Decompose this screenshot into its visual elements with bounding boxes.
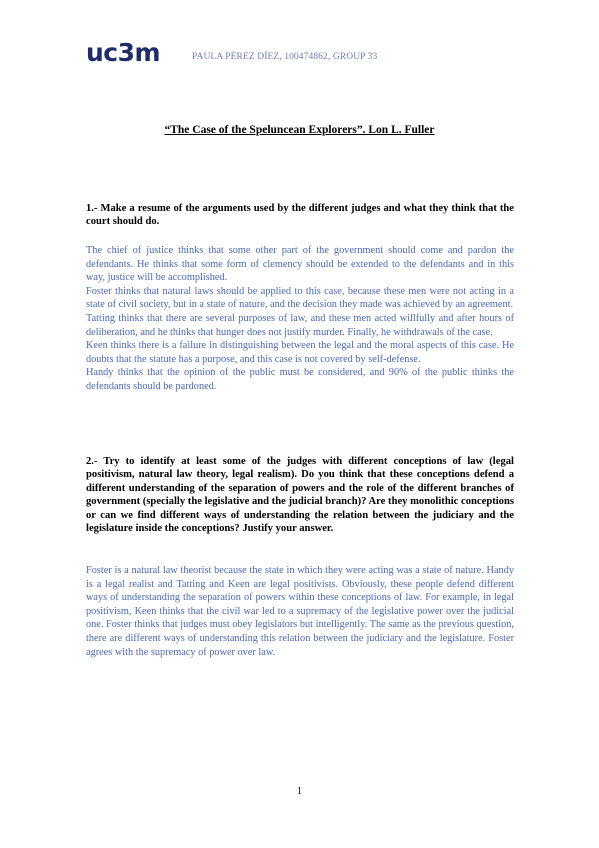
- answer-1-paragraph: The chief of justice thinks that some other part of the government should come and pardon the defendants. He thinks that some form of clemency should be extended to the defendants and in this way, justice will be accomplished.: [86, 245, 514, 284]
- answer-1: [86, 244, 514, 394]
- uc3m-logo: uc3m: [86, 38, 161, 67]
- document-title: [0, 124, 599, 136]
- document-title-text: “The Case of the Speluncean Explorers”. Lon L. Fuller: [164, 124, 435, 136]
- question-1: 1.- Make a resume of the arguments used by the different judges and what they think that the court should do.: [86, 203, 514, 228]
- author-line: PAULA PÉREZ DÍEZ, 100474862, GROUP 33: [192, 52, 378, 62]
- question-2: 2.- Try to identify at least some of the judges with different conceptions of law (legal positivism, natural law theory, legal realism). Do you think that these conceptions defend a different understanding of the separation of powers and the role of the different branches of government (specially the legislative and the judicial branch)? Are they monolithic conceptions or can we find different ways of understanding the relation between the judiciary and the legislature inside the conceptions? Justify your answer.: [86, 456, 514, 535]
- answer-1-paragraph: Tatting thinks that there are several purposes of law, and these men acted willfully and after hours of deliberation, and he thinks that hunger does not justify murder. Finally, he withdrawals of the case.: [86, 312, 514, 338]
- answer-1-paragraph: Handy thinks that the opinion of the public must be considered, and 90% of the public thinks the defendants should be pardoned.: [86, 367, 514, 392]
- answer-1-paragraph: Foster thinks that natural laws should be applied to this case, because these men were not acting in a state of civil society, but in a state of nature, and the decision they made was achieved by an agreement.: [86, 285, 514, 311]
- page-number: 1: [297, 786, 302, 797]
- answer-2: Foster is a natural law theorist because the state in which they were acting was a state of nature. Handy is a legal realist and Tatting and Keen are legal positivists. Obviously, these people defend different ways of understanding the separation of powers within these conceptions of law. For example, in legal positivism, Keen thinks that the civil war led to a supremacy of the legislative power over the judicial one. Foster thinks that judges must obey legislators but intelligently. The same as the previous question, there are different ways of understanding this relation between the judiciary and the legislature. Foster agrees with the supremacy of power over law.: [86, 565, 514, 658]
- answer-1-paragraph: Keen thinks there is a failure in distinguishing between the legal and the moral aspects of this case. He doubts that the statute has a purpose, and this case is not covered by self-defense.: [86, 340, 514, 365]
